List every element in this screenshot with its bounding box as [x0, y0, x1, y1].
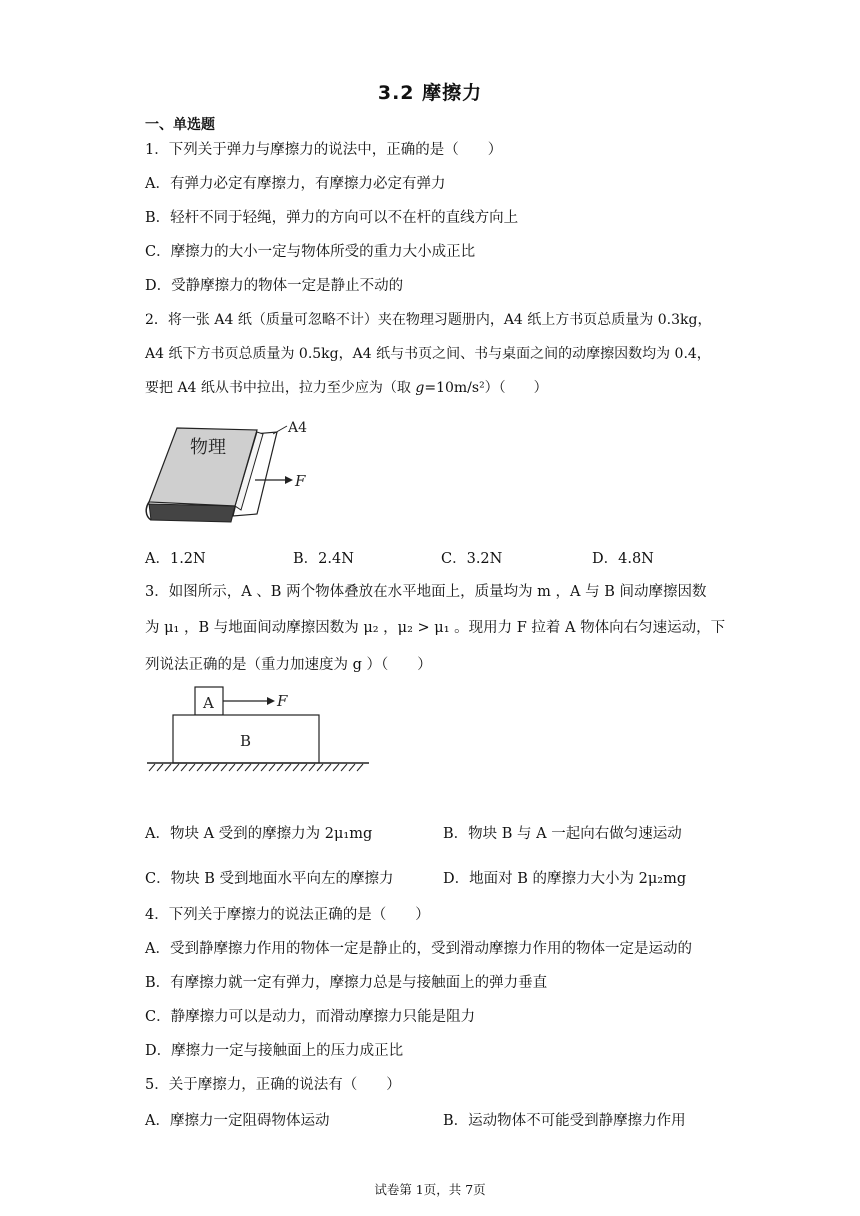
q3-stem-line1: 3．如图所示，A 、B 两个物体叠放在水平地面上，质量均为 m ，A 与 B 间动摩擦因数	[145, 584, 707, 600]
force-label: F	[295, 472, 306, 490]
q1-option-b: B．轻杆不同于轻绳，弹力的方向可以不在杆的直线方向上	[145, 210, 519, 226]
q4-option-c: C．静摩擦力可以是动力，而滑动摩擦力只能是阻力	[145, 1009, 476, 1025]
block-a-label: A	[203, 694, 214, 712]
q4-option-a: A．受到静摩擦力作用的物体一定是静止的，受到滑动摩擦力作用的物体一定是运动的	[145, 941, 692, 957]
q5-option-b: B．运动物体不可能受到静摩擦力作用	[443, 1113, 686, 1129]
q2-option-d: D．4.8N	[592, 551, 654, 567]
ground-hatch	[149, 764, 363, 771]
q4-option-b: B．有摩擦力就一定有弹力，摩擦力总是与接触面上的弹力垂直	[145, 975, 548, 991]
q3-stem-line3: 列说法正确的是（重力加速度为 g ）（ ）	[145, 657, 432, 673]
q1-stem: 1．下列关于弹力与摩擦力的说法中，正确的是（ ）	[145, 142, 503, 158]
q2-option-a: A．1.2N	[145, 551, 206, 567]
section-heading: 一、单选题	[145, 117, 215, 133]
force-f-label: F	[277, 692, 288, 710]
q5-option-a: A．摩擦力一定阻碍物体运动	[145, 1113, 330, 1129]
blocks-figure	[145, 686, 375, 776]
q1-option-a: A．有弹力必定有摩擦力，有摩擦力必定有弹力	[145, 176, 446, 192]
q2-option-c: C．3.2N	[441, 551, 503, 567]
q2-stem-line3: 要把 A4 纸从书中拉出，拉力至少应为（取 g=10m/s²）（ ）	[145, 380, 548, 396]
book-label: 物理	[190, 437, 226, 458]
q3-stem-line2: 为 μ₁ ，B 与地面间动摩擦因数为 μ₂ ，μ₂ > μ₁ 。现用力 F 拉着 A 物体向右匀速运动，下	[145, 620, 726, 636]
q2-option-b: B．2.4N	[293, 551, 354, 567]
page-title: 3.2 摩擦力	[377, 82, 483, 104]
book-a4-figure	[145, 418, 325, 526]
q3-option-b: B．物块 B 与 A 一起向右做匀速运动	[443, 826, 682, 842]
q3-option-a: A．物块 A 受到的摩擦力为 2μ₁mg	[145, 826, 373, 842]
q3-option-c: C．物块 B 受到地面水平向左的摩擦力	[145, 871, 394, 887]
q1-option-c: C．摩擦力的大小一定与物体所受的重力大小成正比	[145, 244, 476, 260]
a4-label: A4	[288, 420, 308, 436]
q2-stem-line2: A4 纸下方书页总质量为 0.5kg，A4 纸与书页之间、书与桌面之间的动摩擦因数均为 0.4，	[145, 346, 711, 362]
q3-option-d: D．地面对 B 的摩擦力大小为 2μ₂mg	[443, 871, 687, 887]
q4-option-d: D．摩擦力一定与接触面上的压力成正比	[145, 1043, 404, 1059]
q2-stem-line1: 2．将一张 A4 纸（质量可忽略不计）夹在物理习题册内，A4 纸上方书页总质量为 0.3kg，	[145, 312, 712, 328]
block-b-label: B	[240, 732, 252, 750]
q1-option-d: D．受静摩擦力的物体一定是静止不动的	[145, 278, 404, 294]
q4-stem: 4．下列关于摩擦力的说法正确的是（ ）	[145, 907, 430, 923]
page-footer: 试卷第 1页，共 7页	[374, 1182, 486, 1197]
q5-stem: 5．关于摩擦力，正确的说法有（ ）	[145, 1077, 401, 1093]
